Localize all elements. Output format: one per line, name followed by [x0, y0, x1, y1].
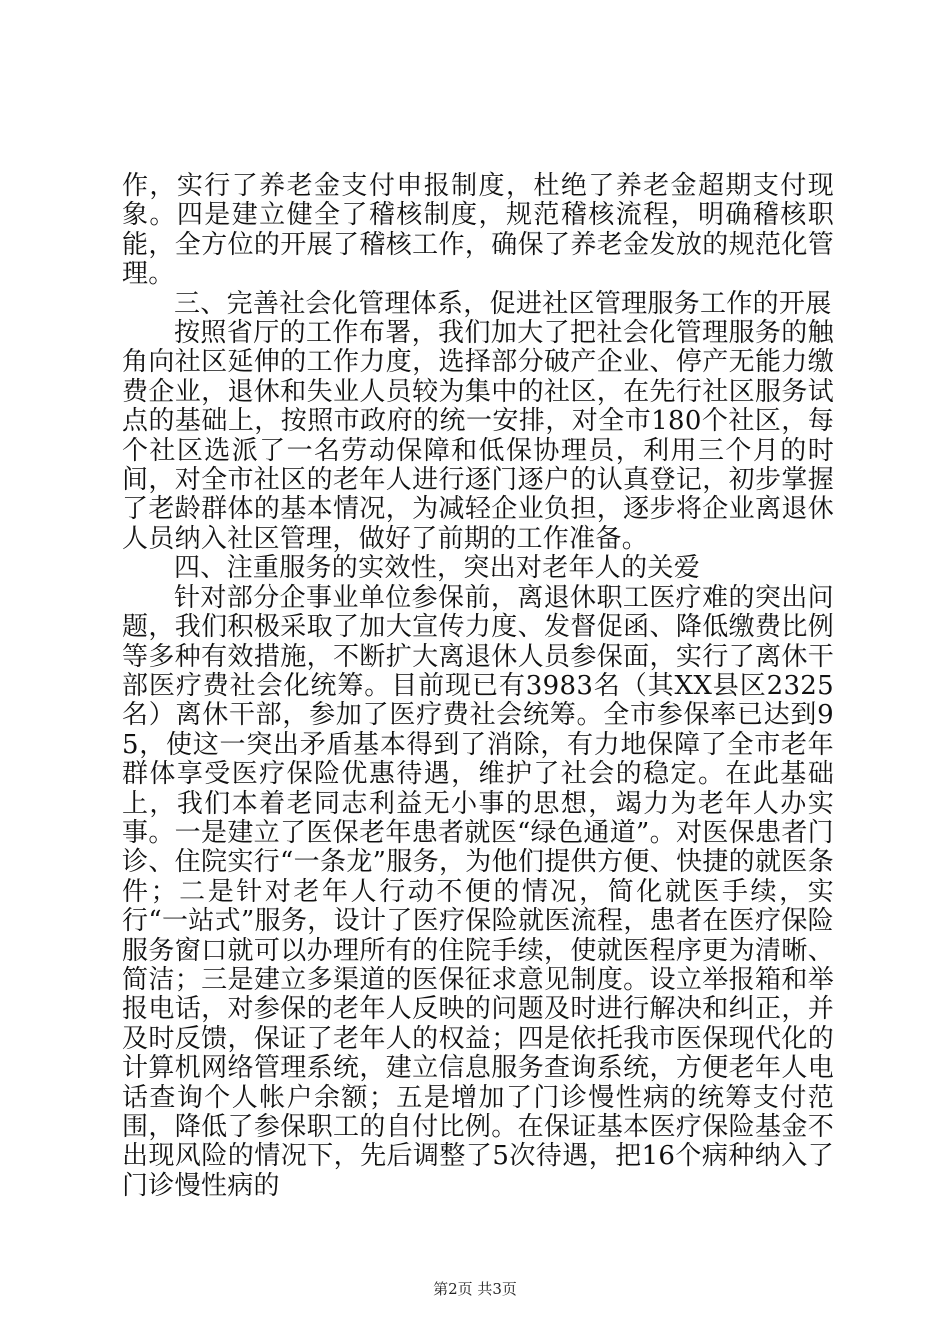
paragraph-pension-audit: 作，实行了养老金支付申报制度，杜绝了养老金超期支付现象。四是建立健全了稽核制度，规范稽核流程，明确稽核职能，全方位的开展了稽核工作，确保了养老金发放的规范化管理。 [122, 171, 834, 290]
paragraph-community-management: 按照省厅的工作布署，我们加大了把社会化管理服务的触角向社区延伸的工作力度，选择部分破产企业、停产无能力缴费企业，退休和失业人员较为集中的社区，在先行社区服务试点的基础上，按照市政府的统一安排，对全市180个社区，每个社区选派了一名劳动保障和低保协理员，利用三个月的时间，对全市社区的老年人进行逐门逐户的认真登记，初步掌握了老龄群体的基本情况，为减轻企业负担，逐步将企业离退休人员纳入社区管理，做好了前期的工作准备。 [122, 318, 834, 554]
document-body [122, 172, 834, 1201]
heading-section-four: 四、注重服务的实效性，突出对老年人的关爱 [174, 553, 701, 584]
page-number-footer: 第2页 共3页 [433, 1280, 517, 1298]
paragraph-elderly-care: 针对部分企事业单位参保前，离退休职工医疗难的突出问题，我们积极采取了加大宣传力度、发督促函、降低缴费比例等多种有效措施，不断扩大离退休人员参保面，实行了离休干部医疗费社会化统筹。目前现已有3983名（其XX县区2325名）离休干部，参加了医疗费社会统筹。全市参保率已达到95，使这一突出矛盾基本得到了消除，有力地保障了全市老年群体享受医疗保险优惠待遇，维护了社会的稳定。在此基础上，我们本着老同志利益无小事的思想，竭力为老年人办实事。一是建立了医保老年患者就医“绿色通道”。对医保患者门诊、住院实行“一条龙”服务，为他们提供方便、快捷的就医条件；二是针对老年人行动不便的情况，简化就医手续，实行“一站式”服务，设计了医疗保险就医流程，患者在医疗保险服务窗口就可以办理所有的住院手续，使就医程序更为清晰、简洁；三是建立多渠道的医保征求意见制度。设立举报箱和举报电话，对参保的老年人反映的问题及时进行解决和纠正，并及时反馈，保证了老年人的权益；四是依托我市医保现代化的计算机网络管理系统，建立信息服务查询系统，方便老年人电话查询个人帐户余额；五是增加了门诊慢性病的统筹支付范围，降低了参保职工的自付比例。在保证基本医疗保险基金不出现风险的情况下，先后调整了5次待遇，把16个病种纳入了门诊慢性病的 [122, 582, 834, 1201]
heading-section-three: 三、完善社会化管理体系，促进社区管理服务工作的开展 [174, 288, 832, 319]
